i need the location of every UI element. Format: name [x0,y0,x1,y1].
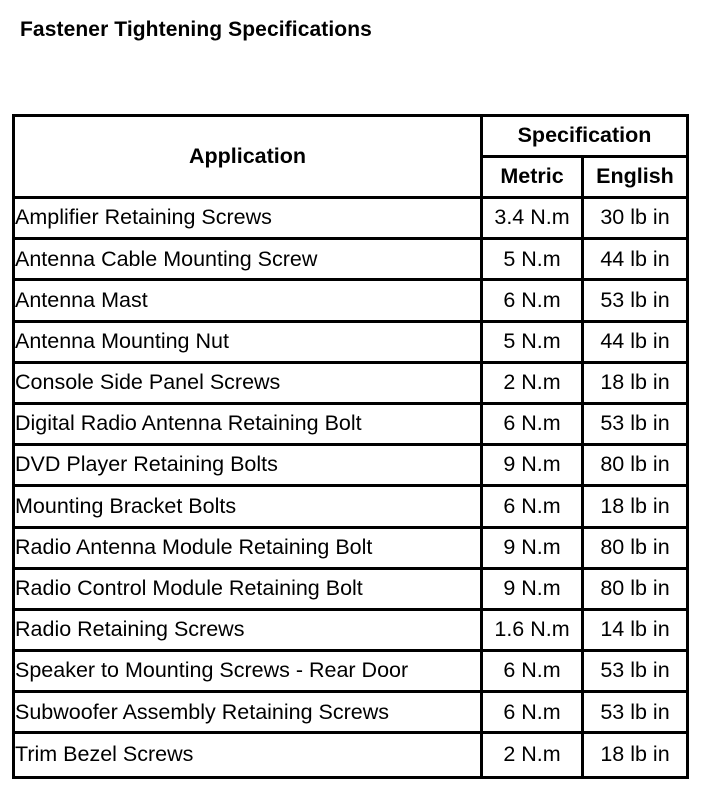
column-header-specification: Specification [483,117,686,158]
cell-english: 44 lb in [584,240,686,281]
table-row [15,734,686,775]
fastener-spec-table [12,114,689,779]
cell-metric: 3.4 N.m [483,199,584,240]
cell-metric: 6 N.m [483,652,584,693]
table-row [15,570,686,611]
cell-metric: 2 N.m [483,734,584,775]
cell-application: Antenna Mounting Nut [15,323,483,364]
table-row [15,281,686,322]
cell-english: 18 lb in [584,487,686,528]
page-title: Fastener Tightening Specifications [20,18,372,41]
table-row [15,405,686,446]
cell-application: Amplifier Retaining Screws [15,199,483,240]
cell-metric: 6 N.m [483,281,584,322]
cell-english: 53 lb in [584,693,686,734]
column-header-application: Application [15,117,483,199]
column-header-english: English [584,158,686,199]
table-row [15,364,686,405]
cell-english: 18 lb in [584,364,686,405]
column-header-metric: Metric [483,158,584,199]
table-row [15,652,686,693]
cell-english: 80 lb in [584,529,686,570]
cell-metric: 6 N.m [483,487,584,528]
table-row [15,693,686,734]
table-row [15,323,686,364]
table-body [15,199,686,776]
table-row [15,240,686,281]
table-row [15,487,686,528]
cell-application: Antenna Mast [15,281,483,322]
cell-english: 53 lb in [584,281,686,322]
cell-application: Console Side Panel Screws [15,364,483,405]
cell-english: 80 lb in [584,570,686,611]
table-row [15,611,686,652]
cell-application: Radio Control Module Retaining Bolt [15,570,483,611]
cell-metric: 5 N.m [483,323,584,364]
cell-english: 44 lb in [584,323,686,364]
cell-application: Radio Retaining Screws [15,611,483,652]
cell-metric: 6 N.m [483,405,584,446]
cell-metric: 9 N.m [483,570,584,611]
cell-english: 14 lb in [584,611,686,652]
cell-metric: 5 N.m [483,240,584,281]
cell-application: Digital Radio Antenna Retaining Bolt [15,405,483,446]
cell-metric: 2 N.m [483,364,584,405]
cell-english: 18 lb in [600,742,670,767]
cell-application: Antenna Cable Mounting Screw [15,240,483,281]
cell-metric: 6 N.m [483,693,584,734]
cell-english: 53 lb in [584,652,686,693]
table-header [15,117,686,199]
cell-metric: 9 N.m [483,446,584,487]
cell-application: Radio Antenna Module Retaining Bolt [15,529,483,570]
cell-english: 53 lb in [584,405,686,446]
cell-metric: 1.6 N.m [483,611,584,652]
table-row [15,529,686,570]
cell-application: DVD Player Retaining Bolts [15,446,483,487]
cell-application: Trim Bezel Screws [15,734,483,775]
cell-application: Speaker to Mounting Screws - Rear Door [15,652,483,693]
table-row [15,446,686,487]
cell-application: Subwoofer Assembly Retaining Screws [15,693,483,734]
cell-english: 30 lb in [584,199,686,240]
cell-metric: 9 N.m [483,529,584,570]
cell-application: Mounting Bracket Bolts [15,487,483,528]
table-row [15,199,686,240]
cell-english: 80 lb in [584,446,686,487]
